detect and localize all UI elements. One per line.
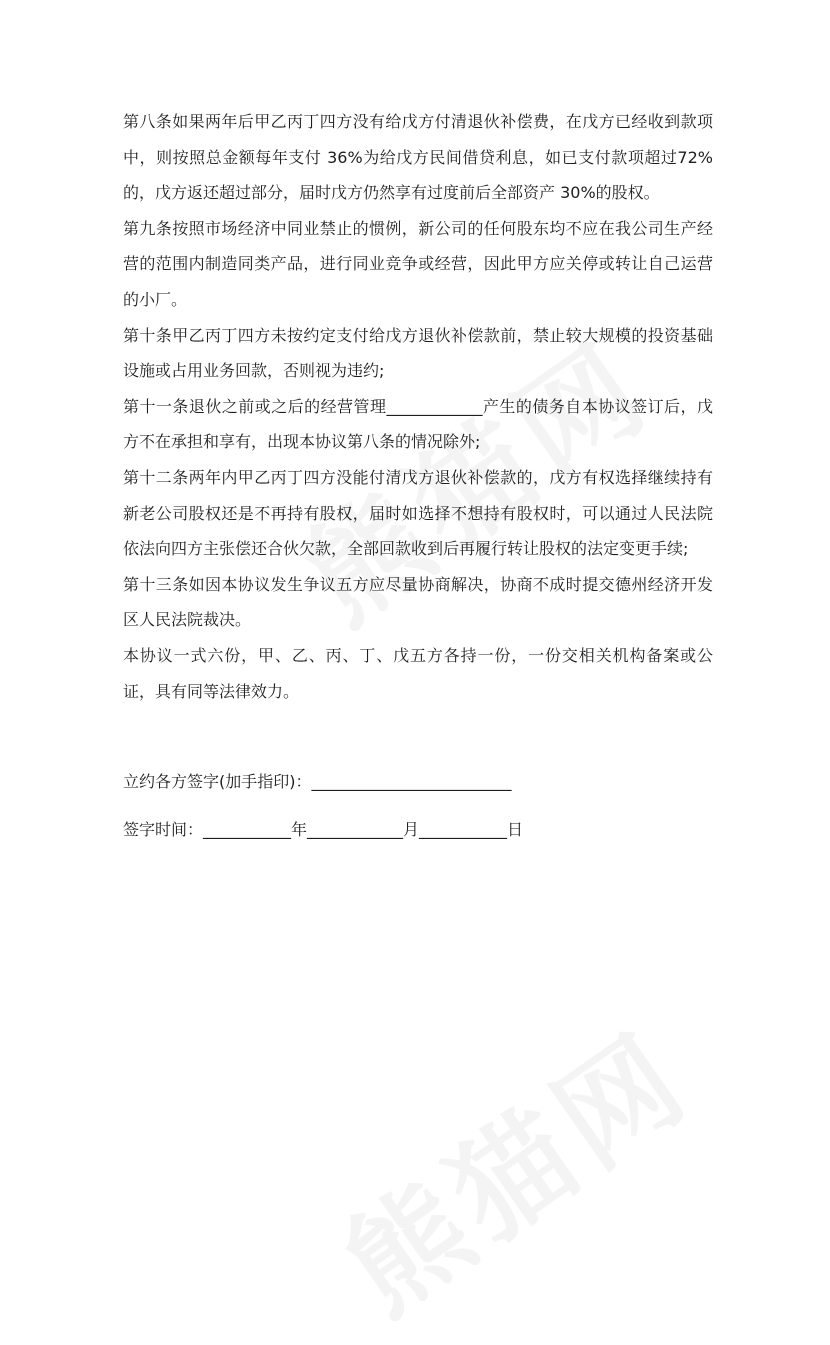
clause-10: 第十条甲乙丙丁四方未按约定支付给戊方退伙补偿款前，禁止较大规模的投资基础设施或占用业务回款，否则视为违约; [123, 325, 713, 381]
clause-13: 第十三条如因本协议发生争议五方应尽量协商解决，协商不成时提交德州经济开发区人民法院裁决。 [123, 574, 713, 630]
spacer [123, 709, 713, 764]
clause-11: 第十一条退伙之前或之后的经营管理____________产生的债务自本协议签订后，戊方不在承担和享有，出现本协议第八条的情况除外; [123, 396, 713, 452]
clause-8: 第八条如果两年后甲乙丙丁四方没有给戊方付清退伙补偿费，在戊方已经收到款项中，则按照总金额每年支付 36%为给戊方民间借贷利息，如已支付款项超过72%的，戊方返还超过部分，届时戊方仍然享有过度前后全部资产 30%的股权。 [123, 112, 713, 203]
signing-date-line: 签字时间：___________年____________月___________日 [123, 819, 524, 839]
clause-12: 第十二条两年内甲乙丙丁四方没能付清戊方退伙补偿款的，戊方有权选择继续持有新老公司股权还是不再持有股权，届时如选择不想持有股权时，可以通过人民法院依法向四方主张偿还合伙欠款，全部回款收到后再履行转让股权的法定变更手续; [123, 467, 713, 559]
copies-clause: 本协议一式六份，甲、乙、丙、丁、戊五方各持一份，一份交相关机构备案或公证，具有同等法律效力。 [123, 645, 713, 701]
clause-9: 第九条按照市场经济中同业禁止的惯例，新公司的任何股东均不应在我公司生产经营的范围内制造同类产品，进行同业竞争或经营，因此甲方应关停或转让自己运营的小厂。 [123, 218, 713, 309]
watermark-logo [306, 985, 718, 1345]
document-body [123, 104, 713, 859]
signature-line: 立约各方签字(加手指印)：_________________________ [123, 772, 512, 792]
